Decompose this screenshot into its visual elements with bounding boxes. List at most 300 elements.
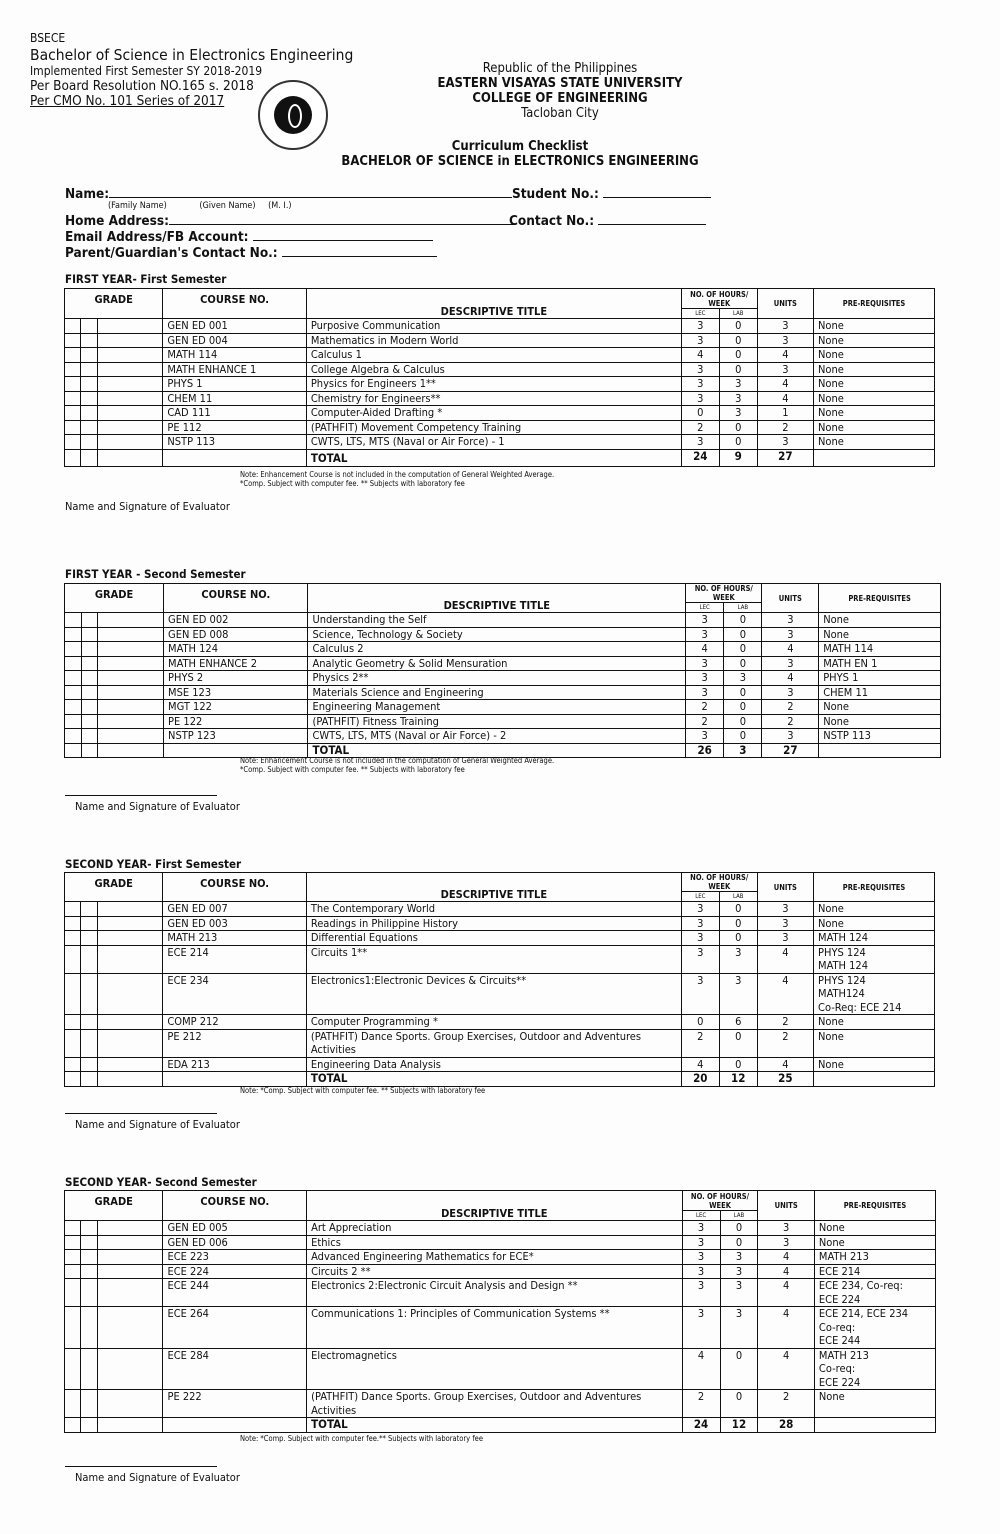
grade-cell[interactable] [65,1250,81,1265]
units: 3 [758,1221,814,1236]
semester-table [64,1190,936,1433]
hours-header: NO. OF HOURS/ WEEK [686,584,762,603]
grade-cell[interactable] [81,729,98,744]
grade-cell[interactable] [81,333,97,348]
course-row [65,1264,936,1279]
semester-title: SECOND YEAR- Second Semester [65,1175,257,1189]
note-text: Note: *Comp. Subject with computer fee. ** Subjects with laboratory fee [240,1086,486,1095]
course-title: Calculus 1 [306,348,681,363]
grade-cell[interactable] [97,931,163,946]
grade-cell[interactable] [97,945,163,973]
units: 4 [757,391,813,406]
lab-hours: 6 [719,1015,757,1030]
grade-cell[interactable] [81,700,98,715]
grade-cell[interactable] [81,391,97,406]
semester-title: SECOND YEAR- First Semester [65,857,242,871]
semester-table [64,288,935,467]
lec-hours: 3 [681,931,719,946]
grade-cell[interactable] [65,348,81,363]
prerequisites: PHYS 1 [819,671,941,686]
grade-cell[interactable] [81,656,98,671]
grade-cell[interactable] [81,1264,97,1279]
prerequisites: None [814,420,935,435]
lec-hours: 3 [681,916,719,931]
grade-cell[interactable] [98,613,164,628]
grade-cell[interactable] [81,377,97,392]
grade-cell[interactable] [81,945,97,973]
course-row [65,916,935,931]
grade-cell[interactable] [97,1235,163,1250]
lec-hours: 2 [686,714,724,729]
grade-cell[interactable] [81,435,97,450]
course-code: GEN ED 005 [163,1221,307,1236]
units-header: UNITS [757,873,813,902]
prerequisites: None [814,391,935,406]
lec-hours: 3 [686,656,724,671]
grade-cell[interactable] [97,435,163,450]
prerequisites: None [819,714,941,729]
grade-cell[interactable] [65,714,82,729]
grade-cell[interactable] [81,627,98,642]
course-code: GEN ED 003 [163,916,306,931]
grade-cell[interactable] [81,362,97,377]
prerequisites: MATH 124 [814,931,935,946]
grade-cell[interactable] [81,1235,97,1250]
table-header-row [65,289,935,309]
course-code: ECE 244 [163,1279,307,1307]
units: 2 [762,714,819,729]
lec-hours: 3 [681,902,719,917]
prerequisites: NSTP 113 [819,729,941,744]
prerequisites: None [814,377,935,392]
lab-hours: 0 [720,1348,758,1390]
student-no-label: Student No.: [512,186,599,202]
table-header-row [65,584,941,603]
course-row [65,700,941,715]
evaluator-label: Name and Signature of Evaluator [75,800,240,813]
grade-cell[interactable] [97,1390,163,1418]
course-code: EDA 213 [163,1057,306,1072]
units: 4 [762,642,819,657]
mi-hint: (M. I.) [268,201,292,211]
prerequisites: None [814,1029,935,1057]
lab-hours: 0 [724,627,762,642]
total-units: 27 [757,449,813,466]
course-code: GEN ED 004 [163,333,306,348]
units-header: UNITS [762,584,819,613]
note-text: Note: Enhancement Course is not included in the computation of General Weighted Average. [240,756,555,765]
notes [240,470,554,488]
lab-hours: 0 [719,1029,757,1057]
grade-cell[interactable] [98,642,164,657]
course-code: MATH ENHANCE 2 [164,656,308,671]
course-row [65,406,935,421]
course-title: Electronics 2:Electronic Circuit Analysis and Design ** [307,1279,682,1307]
course-code: PE 212 [163,1029,306,1057]
table-header-row [65,1191,936,1211]
board-resolution: Per Board Resolution NO.165 s. 2018 [30,78,254,94]
lec-hours: 3 [682,1221,720,1236]
prerequisites: None [814,1015,935,1030]
prerequisites: None [814,406,935,421]
grade-cell[interactable] [97,362,163,377]
lec-hours: 4 [681,1057,719,1072]
prerequisites: None [814,902,935,917]
lab-hours: 0 [724,714,762,729]
units: 2 [762,700,819,715]
lec-hours: 4 [682,1348,720,1390]
grade-cell[interactable] [97,1057,163,1072]
grade-cell[interactable] [81,1307,97,1349]
course-no-header: COURSE NO. [163,289,306,319]
prerequisites: MATH 114 [819,642,941,657]
course-title: Computer-Aided Drafting * [306,406,681,421]
course-title: Physics for Engineers 1** [306,377,681,392]
grade-cell[interactable] [65,945,81,973]
course-row [65,1057,935,1072]
grade-cell[interactable] [97,1348,163,1390]
grade-cell[interactable] [97,1250,163,1265]
units: 3 [757,333,813,348]
grade-cell[interactable] [81,1250,97,1265]
grade-cell[interactable] [65,1235,81,1250]
course-title: Computer Programming * [306,1015,681,1030]
evaluator-signature [65,500,230,513]
lab-hours: 0 [724,700,762,715]
grade-cell[interactable] [65,1029,81,1057]
units: 4 [757,377,813,392]
lec-hours: 3 [681,973,719,1015]
name-field[interactable] [65,185,512,202]
grade-cell[interactable] [65,1279,81,1307]
lec-hours: 4 [686,642,724,657]
grade-cell[interactable] [81,714,98,729]
grade-cell[interactable] [65,420,81,435]
lab-hours: 0 [724,613,762,628]
grade-cell[interactable] [97,902,163,917]
grade-cell[interactable] [81,1015,97,1030]
lec-hours: 3 [681,377,719,392]
notes [240,1086,485,1095]
grade-cell[interactable] [97,333,163,348]
lec-hours: 3 [681,319,719,334]
grade-cell[interactable] [81,1279,97,1307]
grade-cell[interactable] [65,613,82,628]
prerequisites: None [814,348,935,363]
lec-hours: 3 [682,1264,720,1279]
course-row [65,377,935,392]
lab-hours: 0 [724,685,762,700]
university-seal-logo [258,80,328,150]
prerequisites: ECE 234, Co-req: ECE 224 [814,1279,935,1307]
prerequisites: None [814,1221,935,1236]
total-units: 25 [757,1072,813,1087]
grade-cell[interactable] [81,931,97,946]
given-name-hint: (Given Name) [199,201,256,211]
grade-cell[interactable] [81,642,98,657]
total-lab: 3 [724,743,762,758]
grade-cell[interactable] [65,729,82,744]
prerequisites: MATH 213 Co-req: ECE 224 [814,1348,935,1390]
grade-cell[interactable] [97,377,163,392]
grade-cell[interactable] [98,627,164,642]
grade-cell[interactable] [65,1015,81,1030]
grade-cell[interactable] [81,671,98,686]
units: 4 [758,1250,814,1265]
grade-cell[interactable] [65,642,82,657]
grade-cell[interactable] [98,656,164,671]
grade-cell[interactable] [65,377,81,392]
notes [240,1434,483,1443]
lec-hours: 3 [681,391,719,406]
prerequisites: None [814,319,935,334]
course-title: (PATHFIT) Dance Sports. Group Exercises, Outdoor and Adventures Activities [306,1029,681,1057]
lab-hours: 0 [719,319,757,334]
lab-hours: 0 [719,902,757,917]
evaluator-label: Name and Signature of Evaluator [75,1471,240,1484]
units: 2 [757,1015,813,1030]
lab-hours: 3 [719,973,757,1015]
total-lec: 26 [686,743,724,758]
lec-hours: 3 [681,333,719,348]
student-no-field[interactable] [512,185,711,202]
course-title: Calculus 2 [308,642,686,657]
course-code: PE 112 [163,420,306,435]
grade-cell[interactable] [65,931,81,946]
grade-cell[interactable] [97,1307,163,1349]
total-units: 27 [762,743,819,758]
units: 4 [758,1264,814,1279]
grade-cell[interactable] [65,362,81,377]
evaluator-signature [65,795,240,813]
course-title: Purposive Communication [306,319,681,334]
grade-cell[interactable] [98,685,164,700]
grade-cell[interactable] [65,685,82,700]
grade-cell[interactable] [65,406,81,421]
lec-hours: 0 [681,1015,719,1030]
grade-cell[interactable] [81,613,98,628]
grade-cell[interactable] [97,1264,163,1279]
grade-cell[interactable] [65,916,81,931]
grade-cell[interactable] [98,700,164,715]
course-row [65,685,941,700]
checklist-program: BACHELOR OF SCIENCE in ELECTRONICS ENGINEERING [341,154,699,169]
email-field[interactable] [65,228,433,245]
grade-cell[interactable] [65,627,82,642]
course-code: CHEM 11 [163,391,306,406]
units: 4 [757,945,813,973]
grade-cell[interactable] [65,1057,81,1072]
grade-cell[interactable] [97,973,163,1015]
units: 3 [762,656,819,671]
grade-cell[interactable] [98,671,164,686]
course-title: Art Appreciation [307,1221,682,1236]
city-text: Tacloban City [521,106,599,121]
lec-header: LEC [682,1211,720,1221]
lec-hours: 3 [682,1250,720,1265]
grade-cell[interactable] [65,973,81,1015]
course-row [65,1250,936,1265]
grade-cell[interactable] [81,685,98,700]
grade-cell[interactable] [81,1029,97,1057]
evaluator-signature [65,1113,240,1131]
grade-cell[interactable] [65,435,81,450]
republic-text: Republic of the Philippines [482,61,638,76]
grade-cell[interactable] [65,1390,81,1418]
grade-cell[interactable] [65,671,82,686]
grade-cell[interactable] [97,916,163,931]
units: 3 [762,613,819,628]
lec-hours: 3 [686,627,724,642]
course-title: Understanding the Self [308,613,686,628]
institution-header [330,61,790,121]
course-code: MGT 122 [164,700,308,715]
units: 3 [757,435,813,450]
grade-cell[interactable] [98,729,164,744]
grade-cell[interactable] [65,1264,81,1279]
program-name: Bachelor of Science in Electronics Engineering [30,46,354,64]
units: 3 [757,931,813,946]
course-row [65,1015,935,1030]
grade-cell[interactable] [81,1390,97,1418]
course-row [65,656,941,671]
grade-cell[interactable] [65,700,82,715]
lec-hours: 3 [681,435,719,450]
course-title: Analytic Geometry & Solid Mensuration [308,656,686,671]
course-row [65,613,941,628]
lab-header: LAB [720,1211,758,1221]
grade-cell[interactable] [97,1279,163,1307]
course-title: Electromagnetics [307,1348,682,1390]
grade-cell[interactable] [65,391,81,406]
lec-hours: 3 [681,362,719,377]
home-address-field[interactable] [65,212,514,229]
contact-no-label: Contact No.: [509,213,595,229]
document-title [330,139,710,169]
course-row [65,1235,936,1250]
guardian-contact-label: Parent/Guardian's Contact No.: [65,245,278,261]
lab-hours: 0 [719,333,757,348]
name-label: Name: [65,186,110,202]
grade-cell[interactable] [81,420,97,435]
hours-header: NO. OF HOURS/ WEEK [681,873,757,892]
lab-hours: 0 [719,420,757,435]
course-row [65,642,941,657]
course-code: PHYS 2 [164,671,308,686]
lab-hours: 3 [719,377,757,392]
course-row [65,945,935,973]
lec-hours: 0 [681,406,719,421]
prerequisites: MATH 213 [814,1250,935,1265]
course-code: MSE 123 [164,685,308,700]
grade-cell[interactable] [65,1221,81,1236]
grade-cell[interactable] [65,1348,81,1390]
lab-hours: 0 [719,362,757,377]
total-lec: 24 [681,449,719,466]
units: 3 [762,729,819,744]
course-row [65,627,941,642]
grade-cell[interactable] [81,1057,97,1072]
course-code: GEN ED 007 [163,902,306,917]
units: 4 [758,1307,814,1349]
prerequisites: None [814,333,935,348]
grade-cell[interactable] [81,973,97,1015]
semester-table [64,872,935,1087]
course-row [65,1279,936,1307]
grade-cell[interactable] [81,1348,97,1390]
grade-cell[interactable] [65,319,81,334]
lab-hours: 3 [720,1264,758,1279]
course-code: ECE 284 [163,1348,307,1390]
course-title: Circuits 1** [306,945,681,973]
grade-cell[interactable] [97,391,163,406]
prerequisites: None [814,1057,935,1072]
lec-hours: 2 [681,420,719,435]
note-text: *Comp. Subject with computer fee. ** Subjects with laboratory fee [240,479,465,488]
course-title: Materials Science and Engineering [308,685,686,700]
guardian-contact-field[interactable] [65,244,437,261]
grade-cell[interactable] [65,1307,81,1349]
title-header: DESCRIPTIVE TITLE [306,289,681,319]
checklist-title: Curriculum Checklist [451,139,589,154]
table-header-row [65,873,935,892]
grade-cell[interactable] [97,1029,163,1057]
grade-cell[interactable] [98,714,164,729]
grade-cell[interactable] [65,656,82,671]
grade-cell[interactable] [65,333,81,348]
course-row [65,391,935,406]
notes [240,756,554,774]
course-code: ECE 214 [163,945,306,973]
course-row [65,714,941,729]
grade-cell[interactable] [81,902,97,917]
lab-hours: 0 [719,916,757,931]
grade-cell[interactable] [81,1221,97,1236]
lec-header: LEC [681,892,719,902]
grade-cell[interactable] [97,406,163,421]
grade-cell[interactable] [97,420,163,435]
grade-cell[interactable] [65,902,81,917]
grade-cell[interactable] [81,319,97,334]
course-title: College Algebra & Calculus [306,362,681,377]
course-title: (PATHFIT) Fitness Training [308,714,686,729]
grade-cell[interactable] [97,1015,163,1030]
course-row [65,333,935,348]
title-header: DESCRIPTIVE TITLE [308,584,686,613]
total-row [65,449,935,466]
grade-cell[interactable] [81,916,97,931]
contact-no-field[interactable] [509,212,706,229]
grade-cell[interactable] [97,1221,163,1236]
program-code: BSECE [30,31,66,45]
course-title: Communications 1: Principles of Communication Systems ** [307,1307,682,1349]
total-label: TOTAL [306,449,681,466]
grade-cell[interactable] [97,319,163,334]
course-title: Readings in Philippine History [306,916,681,931]
grade-cell[interactable] [81,348,97,363]
prerequisites: None [814,1235,935,1250]
course-row [65,319,935,334]
grade-cell[interactable] [97,348,163,363]
grade-header: GRADE [65,584,164,613]
units: 4 [758,1348,814,1390]
prereq-header: PRE-REQUISITES [814,873,935,902]
lab-hours: 3 [720,1307,758,1349]
lec-hours: 3 [682,1235,720,1250]
units: 3 [757,902,813,917]
course-code: PE 122 [164,714,308,729]
grade-cell[interactable] [81,406,97,421]
